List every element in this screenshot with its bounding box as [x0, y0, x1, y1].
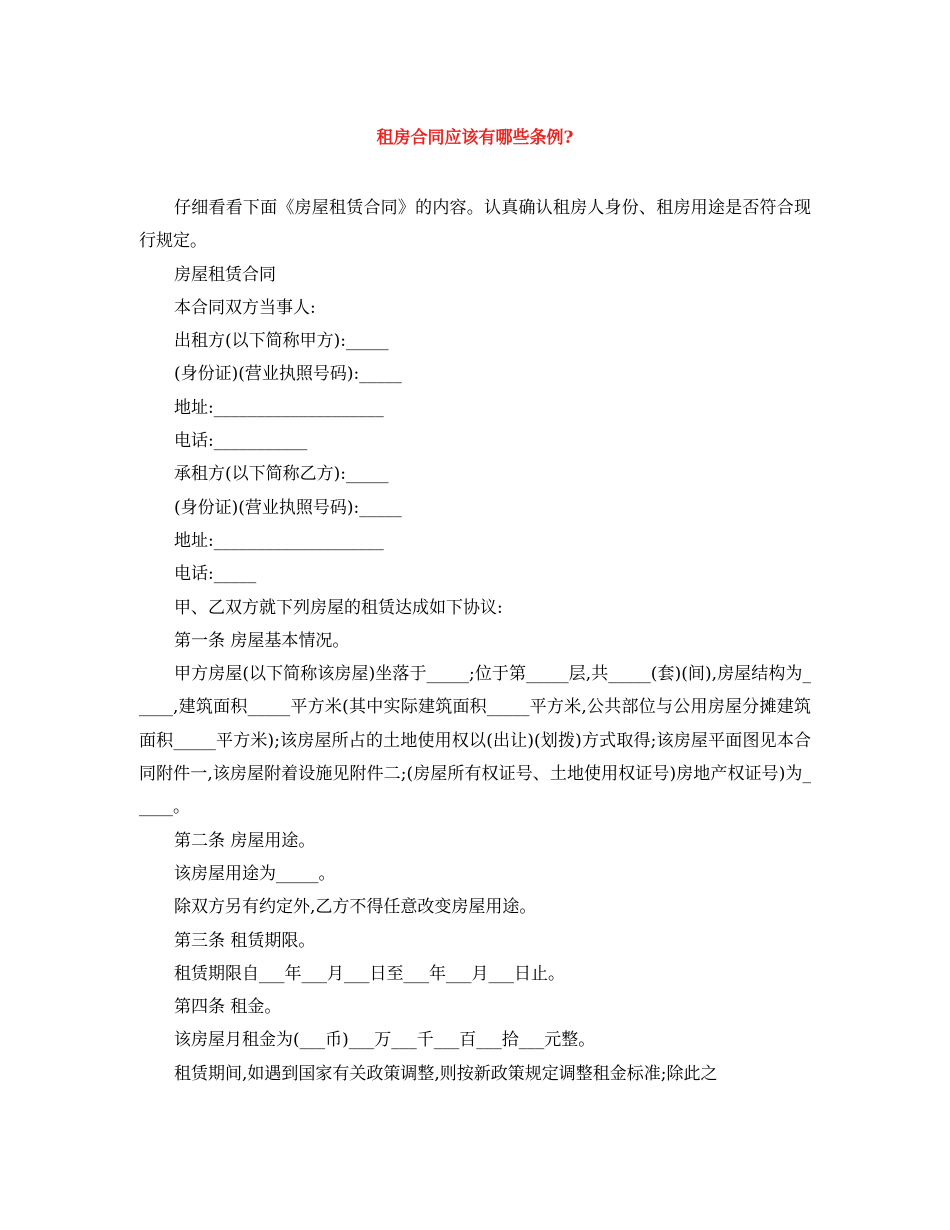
lessor-name-line: 出租方(以下简称甲方):_____: [174, 331, 389, 352]
lessee-name-line: 承租方(以下简称乙方):_____: [174, 464, 389, 485]
lessor-phone-line: 电话:___________: [174, 431, 308, 452]
article-4-heading: 第四条 租金。: [174, 997, 282, 1018]
article-3-heading: 第三条 租赁期限。: [174, 930, 316, 951]
document-title: 租房合同应该有哪些条例?: [376, 128, 574, 148]
parties-heading: 本合同双方当事人:: [174, 297, 316, 318]
article-2-heading: 第二条 房屋用途。: [174, 830, 316, 851]
agreement-statement: 甲、乙双方就下列房屋的租赁达成如下协议:: [174, 597, 503, 618]
contract-heading: 房屋租赁合同: [174, 264, 276, 285]
lessor-id-line: (身份证)(营业执照号码):_____: [174, 364, 402, 385]
article-1-body: 甲方房屋(以下简称该房屋)坐落于_____;位于第_____层,共_____(套)(间),房屋结构为_____,建筑面积_____平方米(其中实际建筑面积_____平方米,公共部位与公用房屋分摊建筑面积_____平方米);该房屋所占的土地使用权以(出让)(划拨)方式取得;该房屋平面图见本合同附件一,该房屋附着设施见附件二;(房屋所有权证号、土地使用权证号)房地产权证号)为_____。: [139, 664, 811, 818]
lessor-address-line: 地址:____________________: [174, 397, 384, 418]
lessee-id-line: (身份证)(营业执照号码):_____: [174, 497, 402, 518]
article-2-body-restriction: 除双方另有约定外,乙方不得任意改变房屋用途。: [174, 897, 537, 918]
article-4-body-rent: 该房屋月租金为(___币)___万___千___百___拾___元整。: [174, 1030, 596, 1051]
article-1-heading: 第一条 房屋基本情况。: [174, 630, 350, 651]
intro-paragraph: 仔细看看下面《房屋租赁合同》的内容。认真确认租房人身份、租房用途是否符合现行规定。: [139, 198, 811, 252]
article-4-body-adjustment: 租赁期间,如遇到国家有关政策调整,则按新政策规定调整租金标准;除此之: [174, 1063, 718, 1084]
lessee-phone-line: 电话:_____: [174, 564, 257, 585]
article-3-body: 租赁期限自___年___月___日至___年___月___日止。: [174, 963, 565, 984]
document-body: [139, 192, 811, 1091]
lessee-address-line: 地址:____________________: [174, 530, 384, 551]
article-2-body-use: 该房屋用途为_____。: [174, 863, 336, 884]
